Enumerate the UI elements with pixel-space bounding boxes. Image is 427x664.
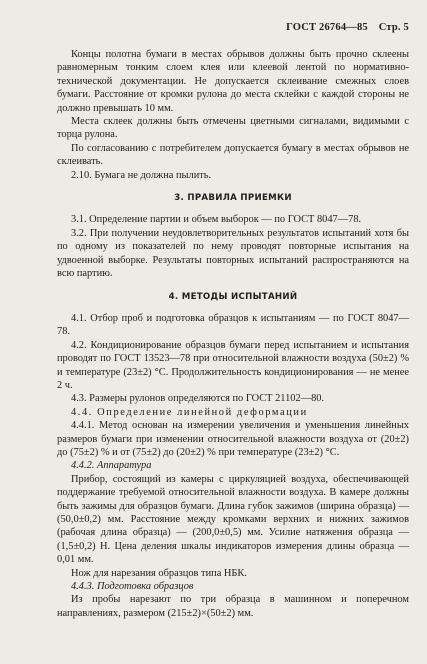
paragraph-4-4: 4.4. Определение линейной деформации [71,406,308,418]
paragraph-knife: Нож для нарезания образцов типа НБК. [71,567,247,579]
document-body [57,48,409,620]
section-4-title: 4. МЕТОДЫ ИСПЫТАНИЙ [168,291,298,302]
paragraph-4-2: 4.2. Кондиционирование образцов бумаги перед испытанием и испытания проводят по ГОСТ 13523—78 при относительной влажности воздуха (50±2) % и температуре (23±2) °С. Продолжительность кондиционирования — не менее 2 ч. [57,339,409,391]
paragraph-gluing-marks: Места склеек должны быть отмечены цветными сигналами, видимыми с торца рулона. [57,116,409,141]
paragraph-4-4-3: 4.4.3. Подготовка образцов [71,581,194,593]
paragraph-4-4-2: 4.4.2. Аппаратура [71,460,152,472]
paragraph-device: Прибор, состоящий из камеры с циркуляцией воздуха, обеспечивающей поддержание требуемой относительной влажности воздуха. В камере должны быть зажимы для образцов бумаги. Длина губок зажимов (ширина образца) — (50,0±0,2) мм. Расстояние между кромками верхних и нижних зажимов (рабочая длина образца) — (200,0±0,5) мм. Усилие натяжения образца — (1,5±0,2) Н. Цена деления шкалы индикаторов измерения длины образца — 0,01 мм. [57,473,409,566]
paragraph-gluing: Концы полотна бумаги в местах обрывов должны быть прочно склеены равномерным тонким слоем клея или клеевой лентой по нормативно-технической документации. Не допускается склеивание смежных слоев бумаги. Расстояние от кромки рулона до места склейки с каждой стороны не должно превышать 10 мм. [57,49,409,114]
page-number: Стр. 5 [378,22,409,33]
page-header [286,22,409,33]
section-3-title: 3. ПРАВИЛА ПРИЕМКИ [174,193,292,204]
paragraph-4-1: 4.1. Отбор проб и подготовка образцов к испытаниям — по ГОСТ 8047—78. [57,312,409,338]
paragraph-3-1: 3.1. Определение партии и объем выборок — по ГОСТ 8047—78. [71,214,362,226]
paragraph-2-10: 2.10. Бумага не должна пылить. [71,169,212,181]
paragraph-4-3: 4.3. Размеры рулонов определяются по ГОСТ 21102—80. [71,393,325,405]
paragraph-3-2: 3.2. При получении неудовлетворительных результатов испытаний хотя бы по одному из показателей по нему проводят повторные испытания на удвоенной выборке. Результаты повторных испытаний распространяются на всю партию. [57,227,409,280]
standard-number: ГОСТ 26764—85 [286,22,368,33]
paragraph-no-gluing: По согласованию с потребителем допускается бумагу в местах обрывов не склеивать. [57,142,409,168]
paragraph-4-4-1: 4.4.1. Метод основан на измерении увеличения и уменьшения линейных размеров бумаги при изменении относительной влажности воздуха от (20±2) до (75±2) % и от (75±2) до (20±2) % при температуре (23±2) °С. [57,420,409,458]
paragraph-samples: Из пробы нарезают по три образца в машинном и поперечном направлениях, размером (215±2)×(50±2) мм. [57,594,409,619]
